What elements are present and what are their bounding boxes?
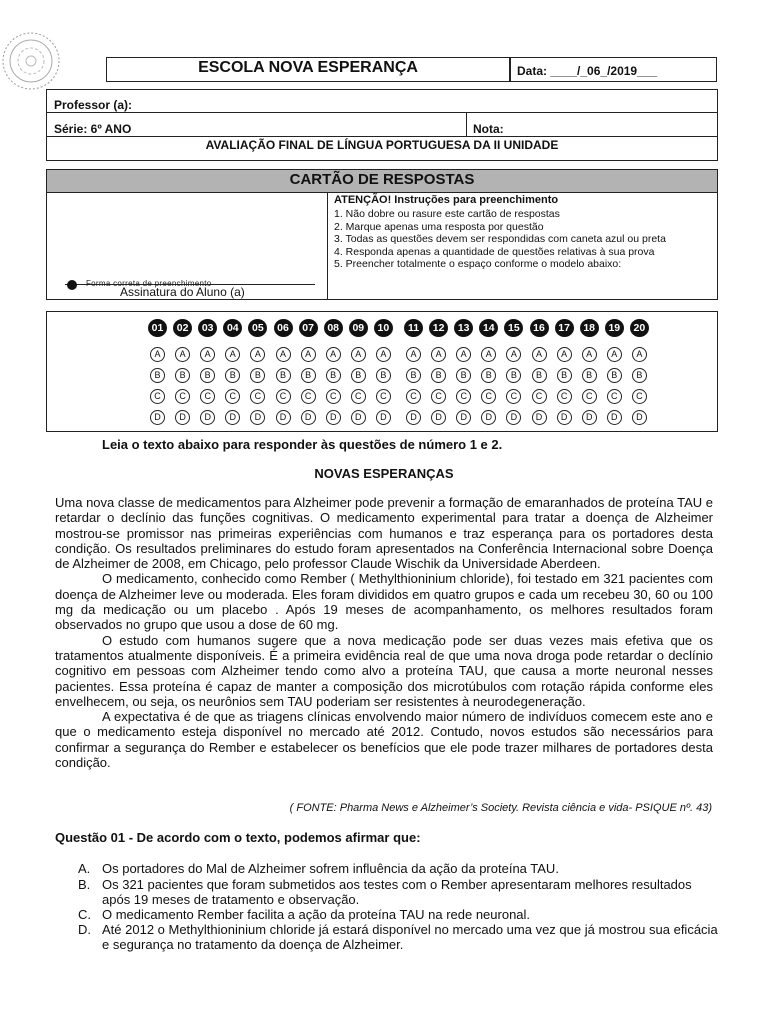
question-number: 15 [504, 319, 523, 337]
answer-bubble-a[interactable]: A [225, 347, 240, 362]
answer-bubble-d[interactable]: D [506, 410, 521, 425]
answer-card-title: CARTÃO DE RESPOSTAS [289, 171, 475, 188]
answer-bubble-b[interactable]: B [557, 368, 572, 383]
answer-bubble-b[interactable]: B [351, 368, 366, 383]
answer-bubble-b[interactable]: B [276, 368, 291, 383]
alternative-text: Os 321 pacientes que foram submetidos aos testes com o Rember apresentaram melhores resultados após 19 meses de tratamento e observação. [102, 877, 692, 908]
answer-bubble-b[interactable]: B [150, 368, 165, 383]
instruction-item: 5. Preencher totalmente o espaço conforme o modelo abaixo: [334, 258, 622, 270]
filled-bubble-icon [67, 280, 77, 290]
answer-bubble-a[interactable]: A [406, 347, 421, 362]
answer-bubble-c[interactable]: C [506, 389, 521, 404]
answer-bubble-d[interactable]: D [607, 410, 622, 425]
answer-bubble-c[interactable]: C [326, 389, 341, 404]
alternative-b [78, 877, 718, 908]
question-number: 09 [349, 319, 368, 337]
answer-bubble-a[interactable]: A [557, 347, 572, 362]
question-title: Questão 01 - De acordo com o texto, podemos afirmar que: [55, 830, 421, 845]
answer-bubble-a[interactable]: A [200, 347, 215, 362]
answer-bubble-c[interactable]: C [532, 389, 547, 404]
instruction-item: 4. Responda apenas a quantidade de questões relativas à sua prova [334, 245, 655, 258]
school-seal-logo [0, 30, 62, 92]
answer-bubble-c[interactable]: C [376, 389, 391, 404]
answer-bubble-d[interactable]: D [250, 410, 265, 425]
answer-bubble-b[interactable]: B [481, 368, 496, 383]
answer-bubble-b[interactable]: B [582, 368, 597, 383]
question-number: 19 [605, 319, 624, 337]
answer-bubble-a[interactable]: A [431, 347, 446, 362]
question-number: 01 [148, 319, 167, 337]
signature-label: Assinatura do Aluno (a) [120, 285, 245, 299]
answer-bubble-c[interactable]: C [250, 389, 265, 404]
answer-bubble-c[interactable]: C [351, 389, 366, 404]
answer-bubble-c[interactable]: C [431, 389, 446, 404]
answer-bubble-d[interactable]: D [150, 410, 165, 425]
answer-bubble-a[interactable]: A [607, 347, 622, 362]
answer-bubble-c[interactable]: C [456, 389, 471, 404]
reading-text [55, 495, 713, 770]
instruction-item: 3. Todas as questões devem ser respondidas com caneta azul ou preta [334, 233, 666, 245]
question-number: 05 [248, 319, 267, 337]
answer-bubble-a[interactable]: A [532, 347, 547, 362]
fill-model-text: Forma correta de preenchimento [86, 279, 212, 288]
answer-bubble-a[interactable]: A [326, 347, 341, 362]
answer-bubble-c[interactable]: C [175, 389, 190, 404]
question-number: 06 [274, 319, 293, 337]
answer-bubble-a[interactable]: A [175, 347, 190, 362]
alternative-letter: C. [78, 907, 91, 922]
answer-bubble-a[interactable]: A [506, 347, 521, 362]
answer-bubble-b[interactable]: B [175, 368, 190, 383]
text-source: ( FONTE: Pharma News e Alzheimer’s Society. Revista ciência e vida- PSIQUE nº. 43) [289, 802, 712, 814]
grade-label-prefix: Série: 6 [54, 122, 98, 136]
question-number: 18 [580, 319, 599, 337]
alternative-letter: A. [78, 861, 91, 876]
reading-instruction: Leia o texto abaixo para responder às questões de número 1 e 2. [102, 437, 503, 452]
alternative-a [78, 861, 718, 876]
answer-bubble-b[interactable]: B [506, 368, 521, 383]
answer-bubble-d[interactable]: D [456, 410, 471, 425]
answer-bubble-a[interactable]: A [376, 347, 391, 362]
answer-bubble-b[interactable]: B [225, 368, 240, 383]
answer-bubble-b[interactable]: B [431, 368, 446, 383]
question-number: 14 [479, 319, 498, 337]
instruction-item: 1. Não dobre ou rasure este cartão de respostas [334, 208, 560, 220]
text-title: NOVAS ESPERANÇAS [314, 466, 454, 481]
question-number: 20 [630, 319, 649, 337]
answer-bubble-a[interactable]: A [301, 347, 316, 362]
alternative-letter: B. [78, 877, 91, 892]
question-number: 10 [374, 319, 393, 337]
answer-bubble-c[interactable]: C [200, 389, 215, 404]
question-number: 03 [198, 319, 217, 337]
teacher-label: Professor (a): [54, 98, 133, 112]
paragraph: Uma nova classe de medicamentos para Alzheimer pode prevenir a formação de emaranhados de proteína TAU e retardar o declínio das funções cognitivas. O medicamento experimental para tratar a doença de Alzheimer mostrou-se promissor nas primeiras experiências com humanos e traz esperança para os portadores desta condição. Os resultados preliminares do estudo foram apresentados na Conferência Internacional sobre Doença de Alzheimer de 2008, em Chicago, pelo professor Claude Wischik da Universidade Aberdeen. [55, 495, 713, 572]
question-number: 07 [299, 319, 318, 337]
answer-bubble-d[interactable]: D [481, 410, 496, 425]
answer-card-divider [327, 192, 328, 300]
question-number: 02 [173, 319, 192, 337]
alternative-text: Até 2012 o Methylthioninium chloride já estará disponível no mercado uma vez que já mostrou sua eficácia e segurança no tratamento da doença de Alzheimer. [102, 922, 718, 953]
answer-bubble-d[interactable]: D [557, 410, 572, 425]
answer-bubble-d[interactable]: D [351, 410, 366, 425]
instruction-item: 2. Marque apenas uma resposta por questão [334, 220, 544, 233]
answer-bubble-b[interactable]: B [301, 368, 316, 383]
paragraph: A expectativa é de que as triagens clínicas envolvendo maior número de indivíduos comecem este ano e que o medicamento esteja disponível no mercado até 2012. Contudo, novos estudos são necessários para confirmar a segurança do Rember e estabelecer os benefícios que ele pode trazer milhares de portadores desta condição. [55, 709, 713, 771]
answer-bubble-c[interactable]: C [406, 389, 421, 404]
answer-bubble-b[interactable]: B [406, 368, 421, 383]
answer-bubble-a[interactable]: A [276, 347, 291, 362]
answer-bubble-a[interactable]: A [150, 347, 165, 362]
alternative-c [78, 907, 718, 922]
answer-bubble-b[interactable]: B [250, 368, 265, 383]
grade-label-suffix: º ANO [97, 122, 132, 136]
answer-bubble-d[interactable]: D [632, 410, 647, 425]
question-number: 17 [555, 319, 574, 337]
paragraph: O medicamento, conhecido como Rember ( Methylthioninium chloride), foi testado em 321 pacientes com doença de Alzheimer leve ou moderada. Eles foram divididos em quatro grupos e cada um recebeu 30, 60 ou 100 mg da medicação ou um placebo . Após 19 meses de acompanhamento, os melhores resultados foram observados no grupo que usou a dose de 60 mg. [55, 571, 713, 633]
answer-bubble-b[interactable]: B [607, 368, 622, 383]
answer-bubble-d[interactable]: D [200, 410, 215, 425]
answer-bubble-d[interactable]: D [225, 410, 240, 425]
answer-bubble-b[interactable]: B [326, 368, 341, 383]
info-divider [46, 112, 718, 113]
answer-bubble-b[interactable]: B [200, 368, 215, 383]
answer-bubble-b[interactable]: B [456, 368, 471, 383]
question-number: 16 [530, 319, 549, 337]
date-field: Data: ____/_06_/2019___ [517, 64, 658, 78]
answer-bubble-d[interactable]: D [301, 410, 316, 425]
answer-bubble-b[interactable]: B [632, 368, 647, 383]
question-number: 08 [324, 319, 343, 337]
question-number: 11 [404, 319, 423, 337]
answer-bubble-a[interactable]: A [351, 347, 366, 362]
answer-bubble-d[interactable]: D [431, 410, 446, 425]
answer-bubble-a[interactable]: A [456, 347, 471, 362]
info-divider [46, 136, 718, 137]
paragraph: O estudo com humanos sugere que a nova medicação pode ser duas vezes mais efetiva que os tratamentos atualmente disponíveis. É a primeira evidência real de que uma nova droga pode retardar o declínio cognitivo em pessoas com Alzheimer tendo como alvo a proteína TAU, que causa a morte neuronal nesses pacientes. Essa proteína é capaz de manter a composição dos microtúbulos com rotação rápida conforme eles envelhecem, ou seja, os neurônios sem TAU poderiam ser resistentes à neurodegeneração. [55, 632, 713, 709]
answer-bubble-b[interactable]: B [532, 368, 547, 383]
answer-bubble-a[interactable]: A [250, 347, 265, 362]
answer-bubble-d[interactable]: D [175, 410, 190, 425]
answer-bubble-c[interactable]: C [481, 389, 496, 404]
attention-title: ATENÇÃO! Instruções para preenchimento [334, 194, 559, 206]
answer-bubble-d[interactable]: D [532, 410, 547, 425]
answer-bubble-c[interactable]: C [582, 389, 597, 404]
score-label: Nota: [473, 122, 504, 136]
answer-bubble-a[interactable]: A [582, 347, 597, 362]
info-divider [466, 112, 467, 136]
answer-bubble-c[interactable]: C [557, 389, 572, 404]
answer-bubble-b[interactable]: B [376, 368, 391, 383]
answer-bubble-d[interactable]: D [582, 410, 597, 425]
question-number: 12 [429, 319, 448, 337]
answer-bubble-c[interactable]: C [632, 389, 647, 404]
answer-bubble-c[interactable]: C [276, 389, 291, 404]
evaluation-title: AVALIAÇÃO FINAL DE LÍNGUA PORTUGUESA DA II UNIDADE [205, 138, 559, 152]
answer-bubble-c[interactable]: C [225, 389, 240, 404]
alternative-text: O medicamento Rember facilita a ação da proteína TAU na rede neuronal. [102, 907, 531, 922]
answer-bubble-d[interactable]: D [376, 410, 391, 425]
answer-bubble-c[interactable]: C [301, 389, 316, 404]
question-number: 13 [454, 319, 473, 337]
grade-label [54, 122, 131, 136]
answer-bubble-c[interactable]: C [607, 389, 622, 404]
school-name: ESCOLA NOVA ESPERANÇA [198, 59, 418, 76]
question-number: 04 [223, 319, 242, 337]
alternative-letter: D. [78, 922, 91, 937]
alternative-text: Os portadores do Mal de Alzheimer sofrem influência da ação da proteína TAU. [102, 861, 559, 876]
answer-bubble-d[interactable]: D [406, 410, 421, 425]
answer-bubble-a[interactable]: A [481, 347, 496, 362]
answer-bubble-a[interactable]: A [632, 347, 647, 362]
answer-bubble-c[interactable]: C [150, 389, 165, 404]
answer-bubble-d[interactable]: D [326, 410, 341, 425]
alternative-d [78, 922, 718, 953]
answer-bubble-d[interactable]: D [276, 410, 291, 425]
